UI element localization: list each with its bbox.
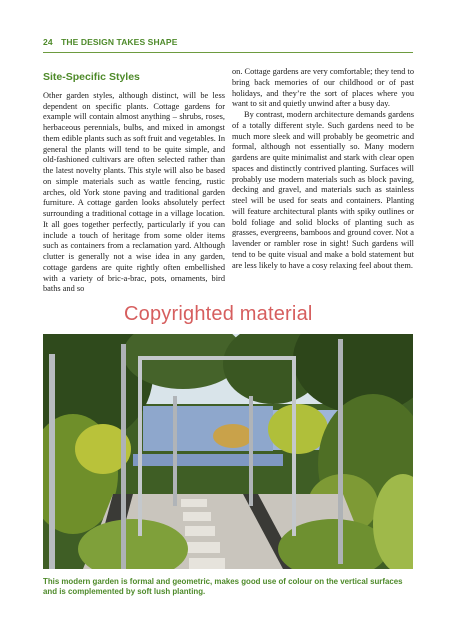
right-text-column: [232, 67, 414, 271]
figure-caption: This modern garden is formal and geometric, makes good use of colour on the vertical surfaces and is complemented by soft lush planting.: [43, 577, 403, 597]
body-paragraph-right-2: By contrast, modern architecture demands gardens of a totally different style. Such gardens need to be much more sleek and will probably be geometric and formal, although not essentially so. Many modern gardens are quite minimalist and stark with clear open spaces and distinctly contrived planting. Surfaces will probably use modern materials such as block paving, decking and gravel, and materials such as stainless steel will be used for seats and containers. Planting will feature architectural plants with spiky outlines or bold foliage and solid blocks of planting such as grasses, evergreens, bamboos and ground cover. Not a lavender or rambler rose in sight! Such gardens will tend to be quite visual and make a bold statement but are less likely to have a cosy relaxing feel about them.: [232, 110, 414, 270]
section-heading: Site-Specific Styles: [43, 71, 140, 83]
page-number: 24: [43, 37, 53, 47]
garden-photo-illustration: [43, 334, 413, 569]
garden-photo: [43, 334, 413, 569]
body-paragraph-left: Other garden styles, although distinct, will be less dependent on specific plants. Cottage gardens for example will contain almost anything – shrubs, roses, herbaceous perennials, bulbs, and mixed in amongst them edible plants such as soft fruit and vegetables. In general the plants will tend to be quite simple, and old-fashioned cultivars are often selected rather than the latest novelty plants. This style will also be based on simple materials such as wattle fencing, rustic arches, old York stone paving and traditional garden furniture. A cottage garden looks absolutely perfect surrounding a traditional cottage in a village location. It all goes together perfectly, particularly if you can include a touch of heritage from some older items such as containers from a reclamation yard. Although clutter is generally not a wise idea in any garden, cottage gardens are quite rightly often embellished with a variety of bric-a-brac, pots, ornaments, bird baths and so: [43, 90, 225, 294]
running-head: [43, 37, 413, 47]
body-paragraph-right-1: on. Cottage gardens are very comfortable; they tend to bring back memories of our childhood or of past holidays, and they’re the sort of places where you want to sit and quietly unwind after a busy day.: [232, 67, 414, 109]
chapter-title: THE DESIGN TAKES SHAPE: [61, 37, 178, 47]
left-text-column: [43, 72, 225, 295]
header-rule: [43, 52, 413, 53]
copyright-watermark: Copyrighted material: [124, 303, 313, 325]
